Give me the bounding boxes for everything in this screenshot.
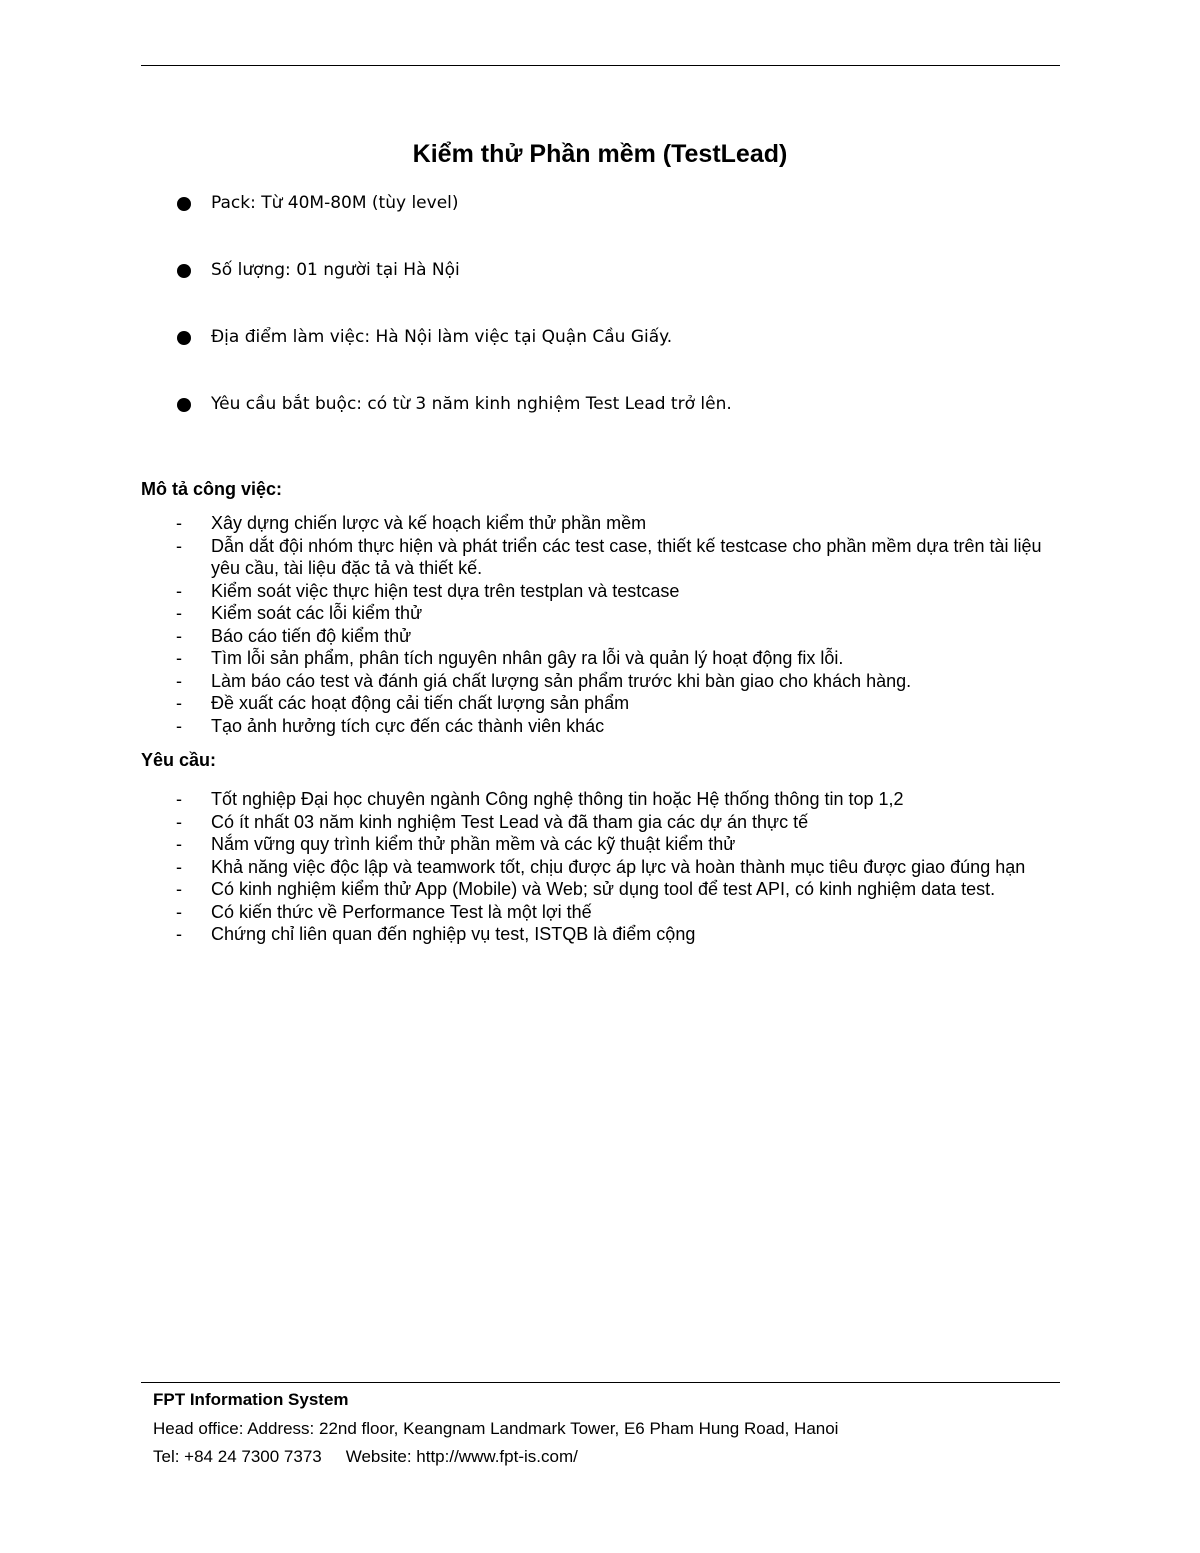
- highlight-text: Pack: Từ 40M-80M (tùy level): [211, 193, 459, 213]
- page-title: Kiểm thử Phần mềm (TestLead): [412, 140, 788, 168]
- bullet-dot-icon: [177, 264, 191, 278]
- list-item: - Nắm vững quy trình kiểm thử phần mềm và các kỹ thuật kiểm thử: [176, 834, 736, 854]
- highlight-item-pack: [174, 186, 1054, 253]
- list-item: - Kiểm soát việc thực hiện test dựa trên testplan và testcase: [176, 580, 680, 601]
- highlight-text: Số lượng: 01 người tại Hà Nội: [211, 260, 460, 280]
- requirements-list: [174, 788, 1064, 946]
- footer-tel: Tel: +84 24 7300 7373: [153, 1447, 322, 1466]
- list-item: - Chứng chỉ liên quan đến nghiệp vụ test, ISTQB là điểm cộng: [176, 924, 696, 944]
- list-item: - Có ít nhất 03 năm kinh nghiệm Test Lead và đã tham gia các dự án thực tế: [176, 811, 809, 832]
- list-item: - Báo cáo tiến độ kiểm thử: [176, 625, 412, 646]
- list-item: - Kiểm soát các lỗi kiểm thử: [176, 603, 423, 623]
- footer-website-link[interactable]: Website: http://www.fpt-is.com/: [345, 1447, 578, 1466]
- highlight-text: Yêu cầu bắt buộc: có từ 3 năm kinh nghiệm Test Lead trở lên.: [211, 394, 732, 414]
- highlight-item-mandatory: [174, 387, 1054, 454]
- bullet-dot-icon: [177, 398, 191, 412]
- header-rule: [141, 65, 1060, 66]
- highlight-list: [174, 186, 1054, 454]
- list-item: - Xây dựng chiến lược và kế hoạch kiểm thử phần mềm: [176, 513, 647, 533]
- footer-contact: [153, 1447, 578, 1467]
- list-item: - Có kinh nghiệm kiểm thử App (Mobile) và Web; sử dụng tool để test API, có kinh nghiệm data test.: [176, 879, 996, 899]
- highlight-item-location: [174, 320, 1054, 387]
- highlight-item-quantity: [174, 253, 1054, 320]
- footer-rule: [141, 1382, 1060, 1383]
- footer-address: Head office: Address: 22nd floor, Keangnam Landmark Tower, E6 Pham Hung Road, Hanoi: [153, 1419, 839, 1438]
- list-item: - Có kiến thức về Performance Test là một lợi thế: [176, 901, 592, 922]
- highlight-text: Địa điểm làm việc: Hà Nội làm việc tại Quận Cầu Giấy.: [211, 327, 673, 347]
- bullet-dot-icon: [177, 197, 191, 211]
- list-item: - Tốt nghiệp Đại học chuyên ngành Công nghệ thông tin hoặc Hệ thống thông tin top 1,2: [176, 789, 904, 809]
- list-item: - Làm báo cáo test và đánh giá chất lượng sản phẩm trước khi bàn giao cho khách hàng.: [176, 670, 912, 691]
- job-description-heading: Mô tả công việc:: [141, 479, 283, 499]
- footer-company-name: FPT Information System: [153, 1390, 349, 1409]
- list-item: - Tìm lỗi sản phẩm, phân tích nguyên nhân gây ra lỗi và quản lý hoạt động fix lỗi.: [176, 648, 844, 668]
- list-item: - Khả năng việc độc lập và teamwork tốt, chịu được áp lực và hoàn thành mục tiêu được giao đúng hạn: [176, 856, 1026, 877]
- requirements-heading: Yêu cầu:: [141, 750, 217, 770]
- list-item: - Đề xuất các hoạt động cải tiến chất lượng sản phẩm: [176, 693, 630, 713]
- job-description-list: [174, 512, 1064, 737]
- list-item: - Dẫn dắt đội nhóm thực hiện và phát triển các test case, thiết kế testcase cho phần mềm dựa trên tài liệu yêu cầu, tài liệu đặc tả và thiết kế.: [176, 535, 1042, 578]
- list-item: - Tạo ảnh hưởng tích cực đến các thành viên khác: [176, 715, 605, 736]
- bullet-dot-icon: [177, 331, 191, 345]
